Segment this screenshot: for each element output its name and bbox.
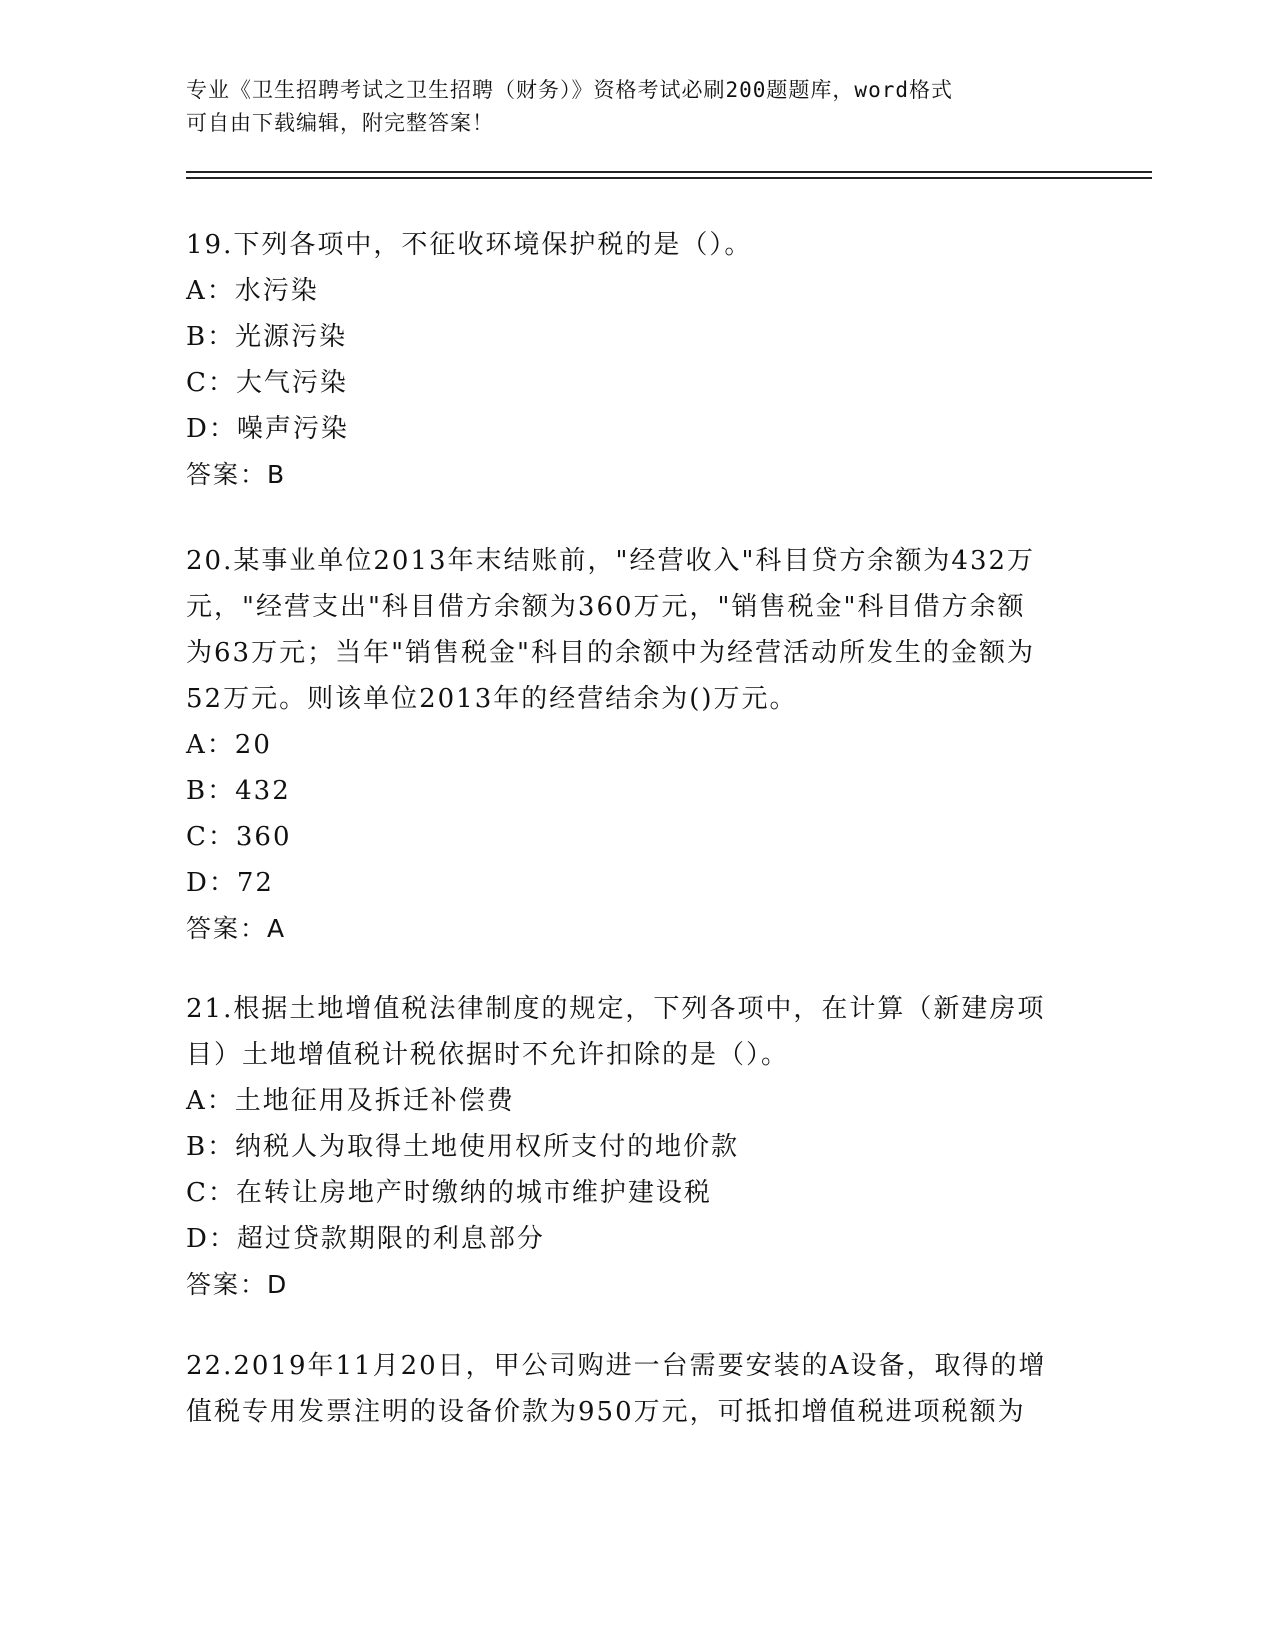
option-a: A：土地征用及拆迁补偿费 bbox=[186, 1086, 515, 1116]
question-stem: 19.下列各项中，不征收环境保护税的是（）。 bbox=[186, 230, 753, 260]
question-19 bbox=[186, 222, 1086, 498]
option-d: D：超过贷款期限的利息部分 bbox=[186, 1224, 545, 1254]
header-line-2: 可自由下载编辑，附完整答案！ bbox=[186, 111, 494, 135]
question-22 bbox=[186, 1343, 1086, 1435]
header-line-1: 专业《卫生招聘考试之卫生招聘（财务）》资格考试必刷200题题库，word格式 bbox=[186, 78, 953, 102]
question-20 bbox=[186, 538, 1086, 952]
answer: 答案：B bbox=[186, 460, 287, 489]
question-stem-line: 22.2019年11月20日，甲公司购进一台需要安装的A设备，取得的增 bbox=[186, 1351, 1047, 1381]
question-stem-line: 52万元。则该单位2013年的经营结余为()万元。 bbox=[186, 684, 798, 714]
header-rule-top bbox=[186, 171, 1152, 173]
option-b: B：光源污染 bbox=[186, 322, 348, 352]
option-b: B：432 bbox=[186, 776, 291, 806]
document-header bbox=[186, 74, 1066, 140]
question-stem-line: 值税专用发票注明的设备价款为950万元，可抵扣增值税进项税额为 bbox=[186, 1397, 1026, 1427]
option-d: D：噪声污染 bbox=[186, 414, 349, 444]
answer: 答案：A bbox=[186, 914, 287, 943]
answer: 答案：D bbox=[186, 1270, 289, 1299]
option-b: B：纳税人为取得土地使用权所支付的地价款 bbox=[186, 1132, 740, 1162]
question-stem-line: 目）土地增值税计税依据时不允许扣除的是（）。 bbox=[186, 1040, 790, 1070]
question-stem-line: 20.某事业单位2013年末结账前，"经营收入"科目贷方余额为432万 bbox=[186, 546, 1036, 576]
option-a: A：水污染 bbox=[186, 276, 319, 306]
option-c: C：360 bbox=[186, 822, 292, 852]
question-stem-line: 为63万元；当年"销售税金"科目的余额中为经营活动所发生的金额为 bbox=[186, 638, 1036, 668]
option-d: D：72 bbox=[186, 868, 274, 898]
question-stem-line: 21.根据土地增值税法律制度的规定，下列各项中，在计算（新建房项 bbox=[186, 994, 1046, 1024]
question-21 bbox=[186, 986, 1086, 1308]
option-a: A：20 bbox=[186, 730, 272, 760]
option-c: C：在转让房地产时缴纳的城市维护建设税 bbox=[186, 1178, 712, 1208]
header-rule-bottom bbox=[186, 177, 1152, 179]
option-c: C：大气污染 bbox=[186, 368, 348, 398]
question-stem-line: 元，"经营支出"科目借方余额为360万元，"销售税金"科目借方余额 bbox=[186, 592, 1026, 622]
